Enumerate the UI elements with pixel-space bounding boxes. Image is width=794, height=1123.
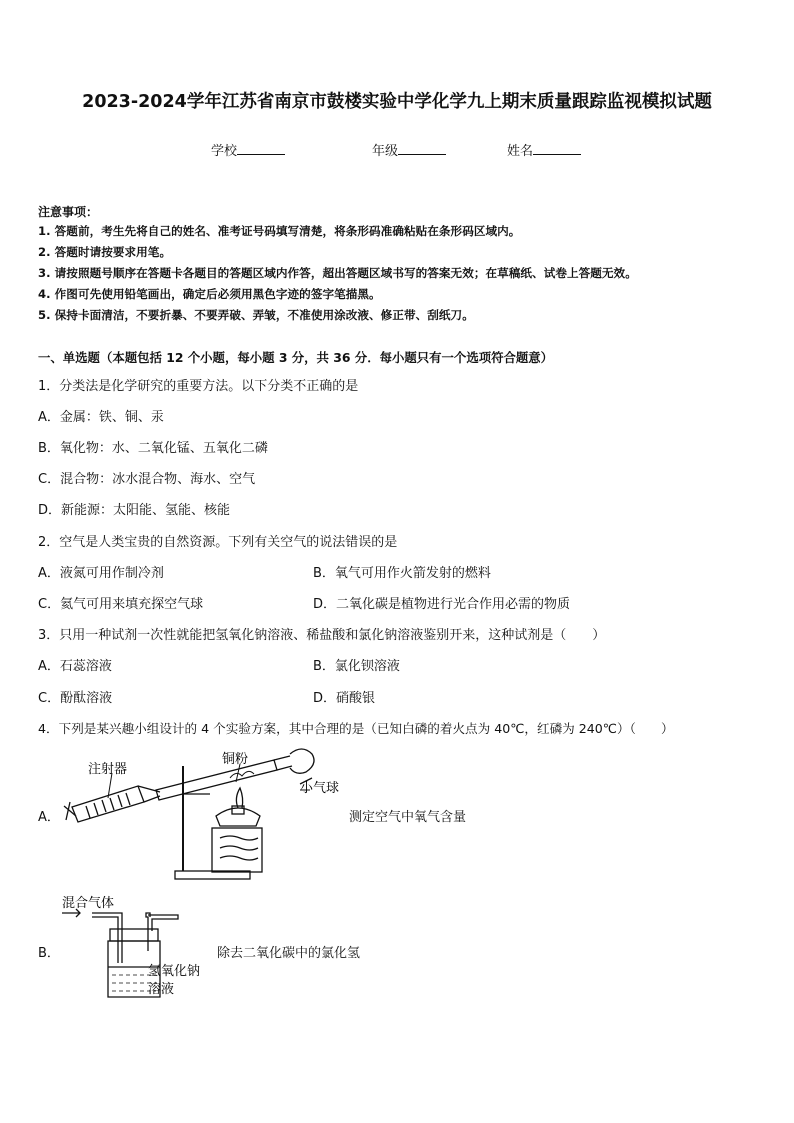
name-field — [507, 140, 581, 159]
note-item: 1. 答题前，考生先将自己的姓名、准考证号码填写清楚，将条形码准确粘贴在条形码区域内。 — [38, 224, 521, 238]
apparatus-a-diagram — [60, 748, 340, 883]
grade-blank — [398, 142, 446, 155]
note-item: 5. 保持卡面清洁，不要折暴、不要弄破、弄皱，不准使用涂改液、修正带、刮纸刀。 — [38, 308, 474, 322]
note-item: 4. 作图可先使用铅笔画出，确定后必须用黑色字迹的签字笔描黑。 — [38, 287, 381, 301]
copper-label: 铜粉 — [222, 752, 249, 767]
q4-option-a-letter: A． — [38, 810, 60, 825]
q2-option-d: D．二氧化碳是植物进行光合作用必需的物质 — [313, 597, 571, 612]
q3-option-c: C．酚酞溶液 — [38, 691, 113, 706]
note-item: 2. 答题时请按要求用笔。 — [38, 245, 172, 259]
q1-option-d: D．新能源：太阳能、氢能、核能 — [38, 503, 231, 518]
note-item: 3. 请按照题号顺序在答题卡各题目的答题区域内作答，超出答题区域书写的答案无效；在草稿纸、试卷上答题无效。 — [38, 266, 637, 280]
name-label: 姓名 — [507, 144, 534, 159]
q3-stem: 3．只用一种试剂一次性就能把氢氧化钠溶液、稀盐酸和氯化钠溶液鉴别开来，这种试剂是（ ） — [38, 628, 606, 643]
q3-option-a: A．石蕊溶液 — [38, 659, 112, 674]
q2-option-c: C．氦气可用来填充探空气球 — [38, 597, 204, 612]
q4-option-a-caption: 测定空气中氧气含量 — [349, 810, 467, 825]
q2-stem: 2．空气是人类宝贵的自然资源。下列有关空气的说法错误的是 — [38, 535, 398, 550]
q4-option-b-caption: 除去二氧化碳中的氯化氢 — [217, 946, 361, 961]
section-heading: 一、单选题（本题包括 12 个小题，每小题 3 分，共 36 分．每小题只有一个选项符合题意） — [38, 350, 554, 365]
school-label: 学校 — [211, 144, 238, 159]
solution-label-2: 溶液 — [148, 982, 175, 997]
balloon-label: 小气球 — [300, 781, 340, 796]
q4-option-b-letter: B． — [38, 946, 60, 961]
grade-label: 年级 — [372, 144, 399, 159]
q2-option-a: A．液氮可用作制冷剂 — [38, 566, 164, 581]
school-blank — [237, 142, 285, 155]
apparatus-b-diagram — [58, 893, 228, 1005]
q4-stem: 4．下列是某兴趣小组设计的 4 个实验方案，其中合理的是（已知白磷的着火点为 40℃，红磷为 240℃）（ ） — [38, 721, 674, 736]
gas-label: 混合气体 — [62, 896, 115, 911]
syringe-label: 注射器 — [88, 762, 128, 777]
grade-field — [372, 140, 446, 159]
school-field — [211, 140, 285, 159]
q3-option-b: B．氯化钡溶液 — [313, 659, 400, 674]
q1-option-a: A．金属：铁、铜、汞 — [38, 410, 164, 425]
q1-stem: 1．分类法是化学研究的重要方法。以下分类不正确的是 — [38, 379, 359, 394]
q1-option-c: C．混合物：冰水混合物、海水、空气 — [38, 472, 256, 487]
q1-option-b: B．氧化物：水、二氧化锰、五氧化二磷 — [38, 441, 268, 456]
q3-option-d: D．硝酸银 — [313, 691, 376, 706]
syringe — [64, 786, 160, 822]
balloon — [290, 749, 314, 773]
alcohol-lamp — [212, 788, 262, 872]
q2-option-b: B．氧气可用作火箭发射的燃料 — [313, 566, 491, 581]
name-blank — [533, 142, 581, 155]
solution-label-1: 氢氧化钠 — [148, 964, 201, 979]
notes-heading: 注意事项： — [38, 205, 99, 219]
page-title: 2023-2024学年江苏省南京市鼓楼实验中学化学九上期末质量跟踪监视模拟试题 — [82, 92, 712, 112]
stopper — [110, 929, 158, 941]
